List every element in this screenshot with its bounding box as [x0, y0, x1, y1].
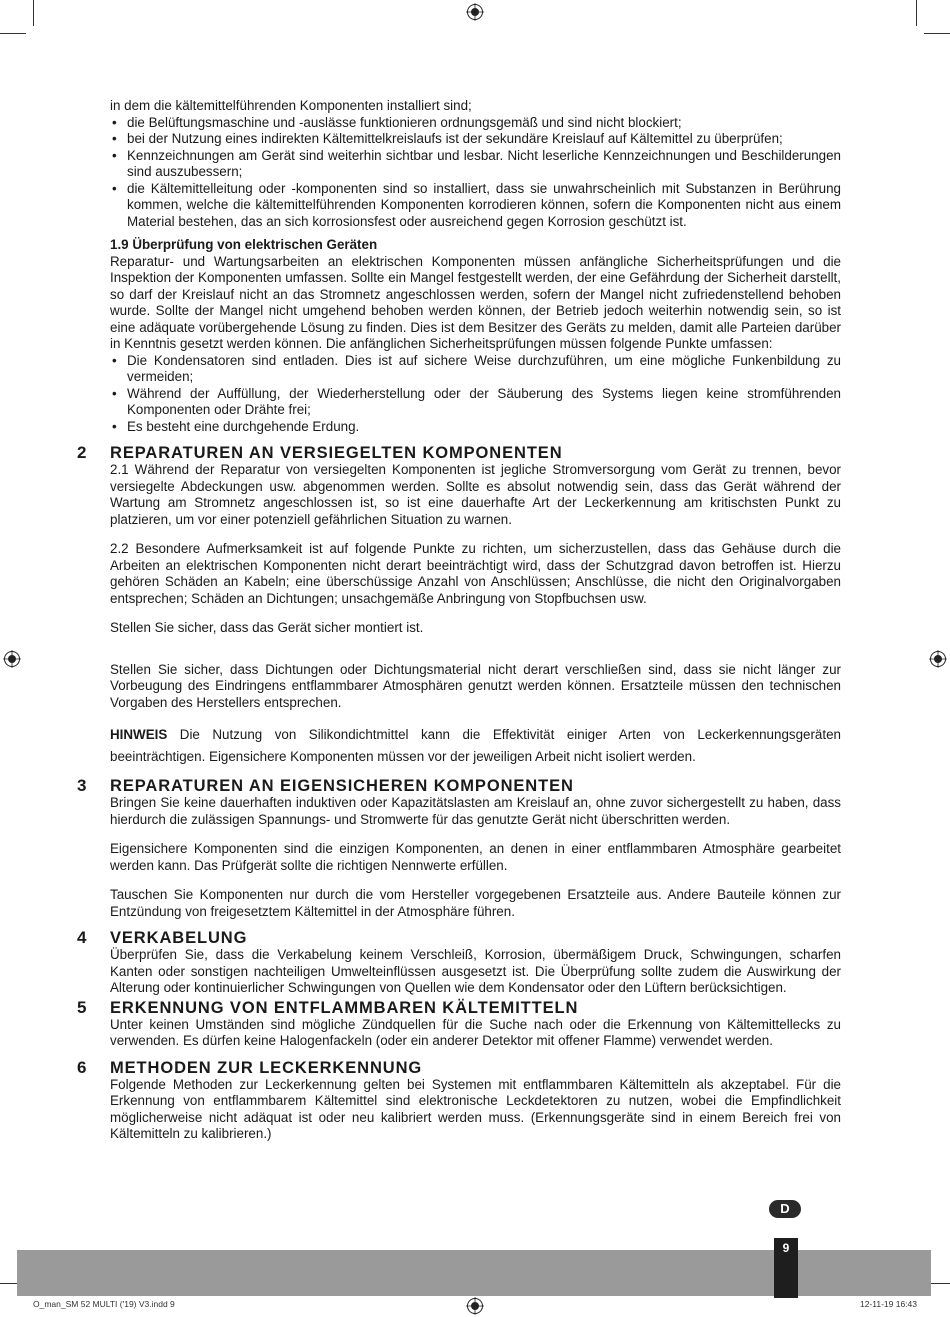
- crop-mark: [33, 0, 34, 26]
- list-item: • Die Kondensatoren sind entladen. Dies ist auf sichere Weise durchzuführen, um eine mögliche Funkenbildung zu vermeiden;: [110, 353, 841, 386]
- paragraph: Bringen Sie keine dauerhaften induktiven oder Kapazitätslasten am Kreislauf an, ohne zuvor sichergestellt zu haben, dass hierdurch die zulässigen Spannungs- und Stromwerte für das genutzte Gerät nicht überschritten werden.: [110, 795, 841, 827]
- note-text: Die Nutzung von Silikondichtmittel kann die Effektivität einiger Arten von Leckerkennungsgeräten beeinträchtigen. Eigensichere Komponenten müssen vor der jeweiligen Arbeit nicht isoliert werden.: [110, 727, 841, 764]
- document-body: [77, 98, 841, 1143]
- note-label: HINWEIS: [110, 727, 168, 742]
- paragraph: Unter keinen Umständen sind mögliche Zündquellen für die Suche nach oder die Erkennung von Kältemittellecks zu verwenden. Es dürfen keine Halogenfackeln (oder ein anderer Detektor mit offener Flamme) verwendet werden.: [110, 1016, 841, 1048]
- crop-mark: [916, 0, 917, 26]
- registration-mark-icon: [929, 650, 947, 668]
- list-item: • Kennzeichnungen am Gerät sind weiterhin sichtbar und lesbar. Nicht leserliche Kennzeichnungen und Beschilderungen sind auszubessern;: [110, 148, 841, 181]
- footer-timestamp: 12-11-19 16:43: [859, 1299, 917, 1309]
- paragraph: Stellen Sie sicher, dass das Gerät sicher montiert ist.: [110, 620, 424, 635]
- list-item: • Während der Auffüllung, der Wiederherstellung oder der Säuberung des Systems liegen keine stromführenden Komponenten oder Drähte frei;: [110, 386, 841, 419]
- section-title: REPARATUREN AN VERSIEGELTEN KOMPONENTEN: [110, 444, 563, 462]
- list-item: • die Kältemittelleitung oder -komponenten sind so installiert, dass sie unwahrscheinlich mit Substanzen in Berührung kommen, welche die kältemittelführenden Komponenten korrodieren können, sofern die Komponenten nicht aus einem Material bestehen, das an sich korrosionsfest oder ausreichend gegen Korrosion geschützt ist.: [110, 181, 841, 231]
- intro-bullet-list: [110, 115, 841, 231]
- section-number: 3: [77, 776, 87, 795]
- crop-mark: [0, 33, 26, 34]
- section-4: [77, 928, 841, 997]
- section-title: ERKENNUNG VON ENTFLAMMBAREN KÄLTEMITTELN: [110, 998, 579, 1017]
- registration-mark-icon: [466, 3, 484, 21]
- registration-mark-icon: [3, 650, 21, 668]
- paragraph: 2.2 Besondere Aufmerksamkeit ist auf folgende Punkte zu richten, um sicherzustellen, dass das Gehäuse durch die Arbeiten an elektrischen Komponenten nicht derart beeinträchtigt wird, dass der Schutzgrad davon betroffen ist. Hierzu gehören Schäden an Kabeln; eine überschüssige Anzahl von Anschlüssen; Anschlüsse, die nicht den Originalvorgaben entsprechen; Schäden an Dichtungen; unsachgemäße Anbringung von Stopfbuchsen usw.: [110, 541, 841, 606]
- paragraph: Reparatur- und Wartungsarbeiten an elektrischen Komponenten müssen anfängliche Sicherheitsprüfungen und die Inspektion der Komponenten umfassen. Sollte ein Mangel festgestellt werden, der eine Gefährdung der Sicherheit darstellt, so darf der Kreislauf nicht an das Stromnetz angeschlossen werden, sofern der Mangel nicht zufriedenstellend behoben wurde. Sollte der Mangel nicht umgehend behoben werden können, der Betrieb jedoch weiterhin notwendig sein, so ist eine adäquate vorübergehende Lösung zu finden. Dies ist dem Besitzer des Geräts zu melden, damit alle Parteien darüber in Kenntnis gesetzt werden können. Die anfänglichen Sicherheitsprüfungen müssen folgende Punkte umfassen:: [110, 253, 841, 351]
- page-number: 9: [774, 1238, 798, 1298]
- language-badge: D: [769, 1200, 801, 1218]
- check-bullet-list: [110, 353, 841, 436]
- section-title: REPARATUREN AN EIGENSICHEREN KOMPONENTEN: [110, 777, 574, 795]
- list-item: • die Belüftungsmaschine und -auslässe funktionieren ordnungsgemäß und sind nicht blockiert;: [110, 115, 841, 132]
- list-item: • bei der Nutzung eines indirekten Kältemittelkreislaufs ist der sekundäre Kreislauf auf Kältemittel zu überprüfen;: [110, 131, 841, 148]
- section-title: METHODEN ZUR LECKERKENNUNG: [110, 1058, 423, 1077]
- list-item: • Es besteht eine durchgehende Erdung.: [110, 419, 841, 436]
- section-5: [77, 997, 841, 1050]
- intro-line: in dem die kältemittelführenden Komponenten installiert sind;: [110, 98, 472, 113]
- section-6: [77, 1057, 841, 1143]
- registration-mark-icon: [466, 1297, 484, 1315]
- paragraph: Folgende Methoden zur Leckerkennung gelten bei Systemen mit entflammbaren Kältemitteln als akzeptabel. Für die Erkennung von entflammbarem Kältemittel sind elektronische Leckdetektoren zu nutzen, wobei die Empfindlichkeit möglicherweise nicht adäquat ist oder neu kalibriert werden muss. (Erkennungsgeräte sind in einem Bereich frei von Kältemitteln zu kalibrieren.): [110, 1076, 841, 1141]
- note-paragraph: [110, 724, 841, 768]
- section-number: 2: [77, 443, 87, 462]
- section-number: 6: [77, 1057, 87, 1077]
- paragraph: Tauschen Sie Komponenten nur durch die vom Hersteller vorgegebenen Ersatzteile aus. Andere Bauteile können zur Entzündung von freigesetztem Kältemittel in der Atmosphäre führen.: [110, 887, 841, 919]
- paragraph: 2.1 Während der Reparatur von versiegelten Komponenten ist jegliche Stromversorgung vom Gerät zu trennen, bevor versiegelte Abdeckungen usw. abgenommen werden. Sollte es absolut notwendig sein, dass das Gerät während der Wartung am Stromnetz angeschlossen ist, so ist eine dauerhafte Art der Leckerkennung am kritischsten Punkt zu platzieren, um vor einer potenziell gefährlichen Situation zu warnen.: [110, 462, 841, 527]
- paragraph: Stellen Sie sicher, dass Dichtungen oder Dichtungsmaterial nicht derart verschließen sind, dass sie nicht länger zur Vorbeugung des Eindringens entflammbarer Atmosphären genutzt werden können. Ersatzteile müssen den technischen Vorgaben des Herstellers entsprechen.: [110, 661, 841, 710]
- section-number: 5: [77, 997, 87, 1017]
- section-3: [77, 776, 841, 920]
- paragraph: Eigensichere Komponenten sind die einzigen Komponenten, an denen in einer entflammbaren Atmosphäre gearbeitet werden kann. Das Prüfgerät sollte die richtigen Nennwerte erfüllen.: [110, 841, 841, 873]
- crop-mark: [924, 33, 950, 34]
- paragraph: Überprüfen Sie, dass die Verkabelung keinem Verschleiß, Korrosion, übermäßigem Druck, Schwingungen, scharfen Kanten oder sonstigen nachteiligen Umwelteinflüssen ausgesetzt ist. Die Überprüfung sollte zudem die Auswirkung der Alterung oder kontinuierlicher Schwingungen von Quellen wie dem Kondensator oder den Lüftern berücksichtigen.: [110, 947, 841, 995]
- section-2: [77, 443, 841, 768]
- subsection-title: 1.9 Überprüfung von elektrischen Geräten: [110, 237, 378, 252]
- section-title: VERKABELUNG: [110, 929, 248, 947]
- section-number: 4: [77, 928, 87, 947]
- footer-file-name: O_man_SM 52 MULTI ('19) V3.indd 9: [33, 1299, 175, 1309]
